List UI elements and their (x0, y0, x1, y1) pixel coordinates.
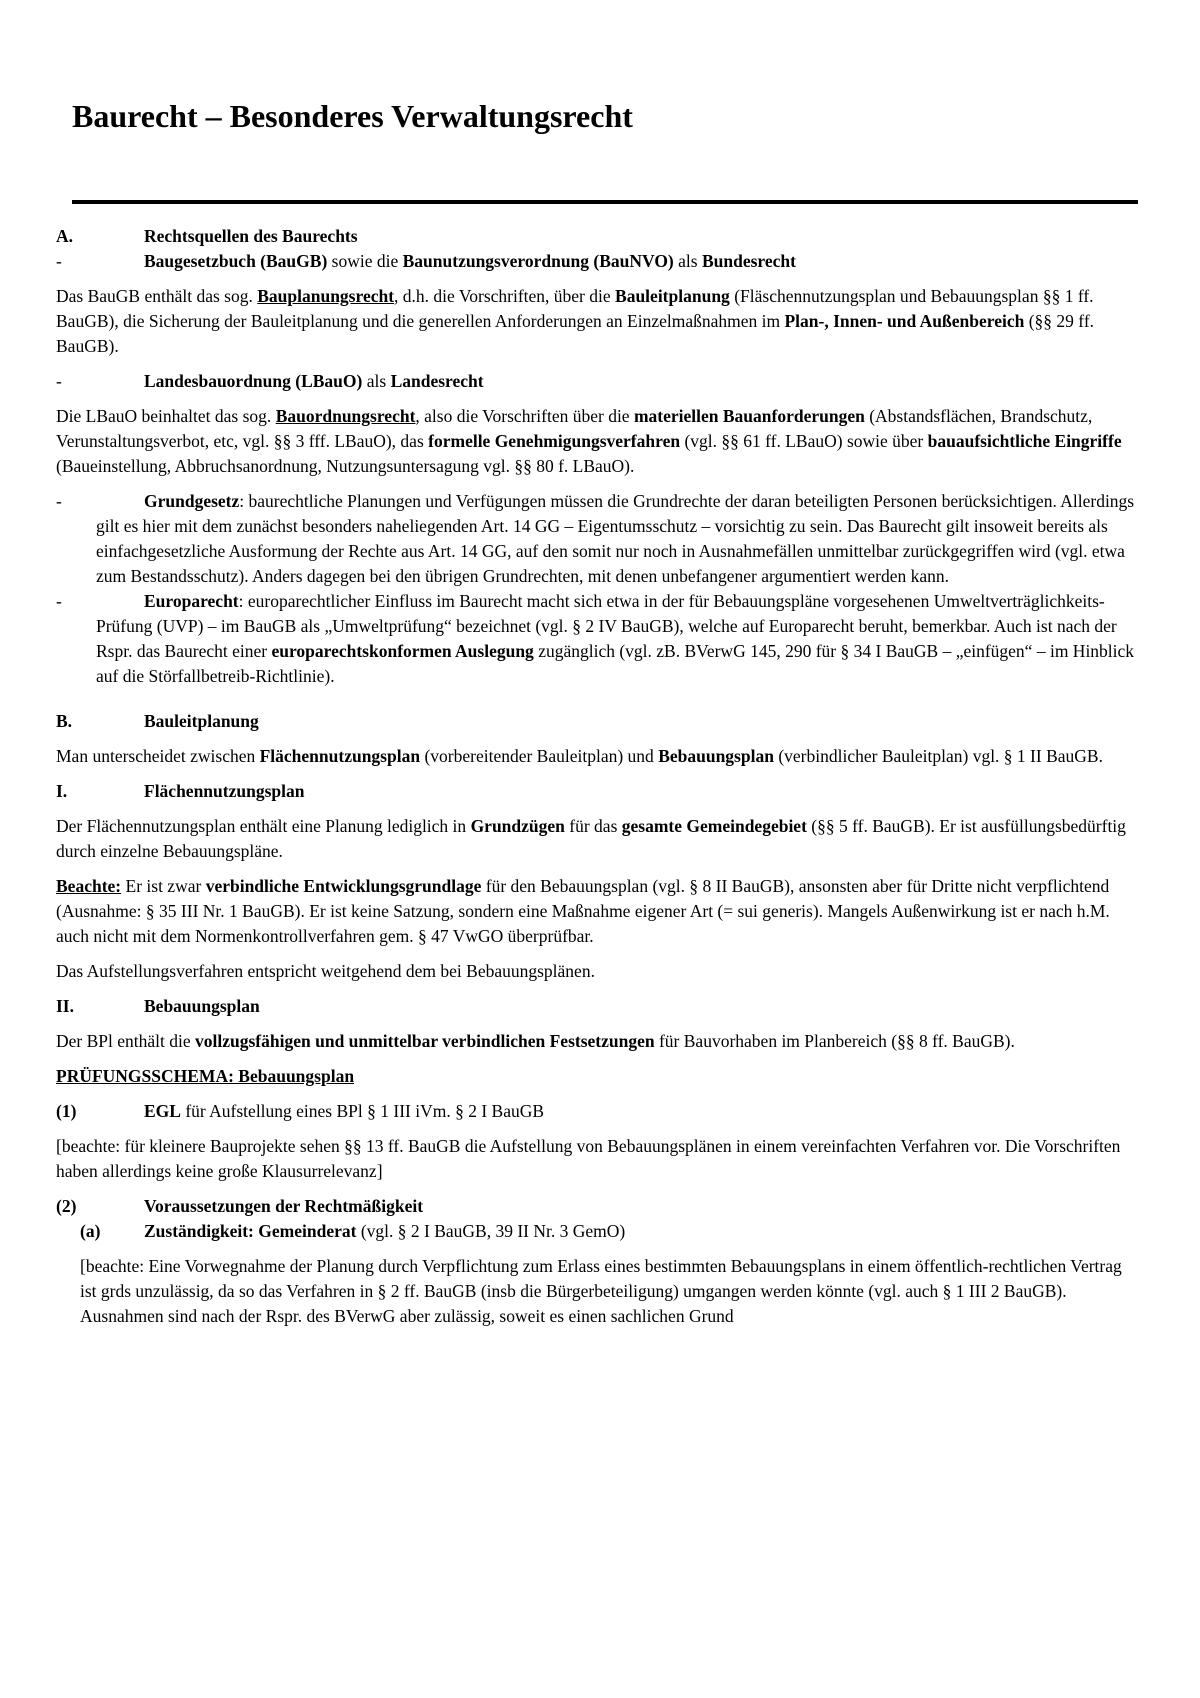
schema-step-1 (56, 1099, 1136, 1124)
subsection-label: I. (56, 781, 68, 801)
section-title: Bauleitplanung (144, 711, 259, 731)
subsection-title: Bebauungsplan (144, 996, 260, 1016)
schema-step-2a (56, 1219, 1136, 1244)
paragraph-bauleitplanung: Man unterscheidet zwischen Flächennutzungsplan (vorbereitender Bauleitplan) und Bebauungsplan (verbindlicher Bauleitplan) vgl. § 1 II BauGB. (56, 746, 1103, 766)
subsection-i-heading (56, 779, 1136, 804)
substep-text: Zuständigkeit: Gemeinderat (vgl. § 2 I BauGB, 39 II Nr. 3 GemO) (144, 1221, 626, 1241)
step-text: EGL für Aufstellung eines BPl § 1 III iVm. § 2 I BauGB (144, 1101, 545, 1121)
schema-heading: PRÜFUNGSSCHEMA: Bebauungsplan (56, 1066, 355, 1086)
paragraph-bpl: Der BPl enthält die vollzugsfähigen und unmittelbar verbindlichen Festsetzungen für Bauvorhaben im Planbereich (§§ 8 ff. BauGB). (56, 1031, 1015, 1051)
bullet-dash: - (56, 251, 62, 271)
schema-step-2a-note: [beachte: Eine Vorwegnahme der Planung durch Verpflichtung zum Erlass eines bestimmten Bebauungsplans in einem öffentlich-rechtlichen Vertrag ist grds unzulässig, da so das Verfahren in § 2 ff. BauGB (insb die Bürgerbeteiligung) umgangen werden könnte (vgl. auch § 1 III 2 BauGB). Ausnahmen sind nach der Rspr. des BVerwG aber zulässig, soweit es einen sachlichen Grund (80, 1256, 1122, 1326)
paragraph-lbauo: Die LBauO beinhaltet das sog. Bauordnungsrecht, also die Vorschriften über die materiellen Bauanforderungen (Abstandsflächen, Brandschutz, Verunstaltungsverbot, etc, vgl. §§ 3 fff. LBauO), das formelle Genehmigungsverfahren (vgl. §§ 61 ff. LBauO) sowie über bauaufsichtliche Eingriffe (Baueinstellung, Abbruchsanordnung, Nutzungsuntersagung vgl. §§ 80 f. LBauO). (56, 406, 1122, 476)
section-label: B. (56, 711, 73, 731)
subsection-ii-heading (56, 994, 1136, 1019)
step-label: (1) (56, 1101, 77, 1121)
source-item-text: Landesbauordnung (LBauO) als Landesrecht (144, 371, 484, 391)
source-item-lbauo (56, 369, 1136, 394)
substep-label: (a) (80, 1221, 101, 1241)
bullet-dash: - (56, 371, 62, 391)
section-b-heading (56, 709, 1136, 734)
title-divider (72, 200, 1138, 204)
document-body (56, 224, 1136, 1329)
source-item-baugb (56, 249, 1136, 274)
document-title: Baurecht – Besonderes Verwaltungsrecht (72, 98, 633, 134)
paragraph-fnp-verfahren: Das Aufstellungsverfahren entspricht weitgehend dem bei Bebauungsplänen. (56, 961, 595, 981)
step-title: Voraussetzungen der Rechtmäßigkeit (144, 1196, 424, 1216)
step-label: (2) (56, 1196, 77, 1216)
subsection-label: II. (56, 996, 74, 1016)
section-a-heading (56, 224, 1136, 249)
paragraph-baugb: Das BauGB enthält das sog. Bauplanungsrecht, d.h. die Vorschriften, über die Bauleitplanung (Fläschennutzungsplan und Bebauungsplan §§ 1 ff. BauGB), die Sicherung der Bauleitplanung und die generellen Anforderungen an Einzelmaßnahmen im Plan-, Innen- und Außenbereich (§§ 29 ff. BauGB). (56, 286, 1095, 356)
source-item-text: Baugesetzbuch (BauGB) sowie die Baunutzungsverordnung (BauNVO) als Bundesrecht (144, 251, 796, 271)
source-item-europarecht: - Europarecht: europarechtlicher Einfluss im Baurecht macht sich etwa in der für Bebauungspläne vorgesehenen Umweltverträglichkeits-Prüfung (UVP) – im BauGB als „Umweltprüfung“ bezeichnet (vgl. § 2 IV BauGB), welche auf Europarecht beruht, bemerkbar. Auch ist nach der Rspr. das Baurecht einer europarechtskonformen Auslegung zugänglich (vgl. zB. BVerwG 145, 290 für § 34 I BauGB – „einfügen“ – im Hinblick auf die Störfallbetreib-Richtlinie). (56, 591, 1135, 686)
schema-step-1-note: [beachte: für kleinere Bauprojekte sehen §§ 13 ff. BauGB die Aufstellung von Bebauungsplänen in einem vereinfachten Verfahren vor. Die Vorschriften haben allerdings keine große Klausurrelevanz] (56, 1136, 1121, 1181)
schema-step-2 (56, 1194, 1136, 1219)
section-title: Rechtsquellen des Baurechts (144, 226, 358, 246)
paragraph-fnp-beachte: Beachte: Er ist zwar verbindliche Entwicklungsgrundlage für den Bebauungsplan (vgl. § 8 II BauGB), ansonsten aber für Dritte nicht verpflichtend (Ausnahme: § 35 III Nr. 1 BauGB). Er ist keine Satzung, sondern eine Maßnahme eigener Art (= sui generis). Mangels Außenwirkung ist er nach h.M. auch nicht mit dem Normenkontrollverfahren gem. § 47 VwGO überprüfbar. (56, 876, 1110, 946)
paragraph-fnp-intro: Der Flächennutzungsplan enthält eine Planung lediglich in Grundzügen für das gesamte Gemeindegebiet (§§ 5 ff. BauGB). Er ist ausfüllungsbedürftig durch einzelne Bebauungspläne. (56, 816, 1126, 861)
subsection-title: Flächennutzungsplan (144, 781, 305, 801)
section-label: A. (56, 226, 74, 246)
source-item-grundgesetz: - Grundgesetz: baurechtliche Planungen und Verfügungen müssen die Grundrechte der daran beteiligten Personen berücksichtigen. Allerdings gilt es hier mit dem zunächst besonders naheliegenden Art. 14 GG – Eigentumsschutz – vorsichtig zu sein. Das Baurecht gilt insoweit bereits als einfachgesetzliche Ausformung der Rechte aus Art. 14 GG, auf den somit nur noch in Ausnahmefällen unmittelbar zurückgegriffen wird (vgl. etwa zum Bestandsschutz). Anders dagegen bei den übrigen Grundrechten, mit denen unbefangener argumentiert werden kann. (56, 491, 1135, 586)
